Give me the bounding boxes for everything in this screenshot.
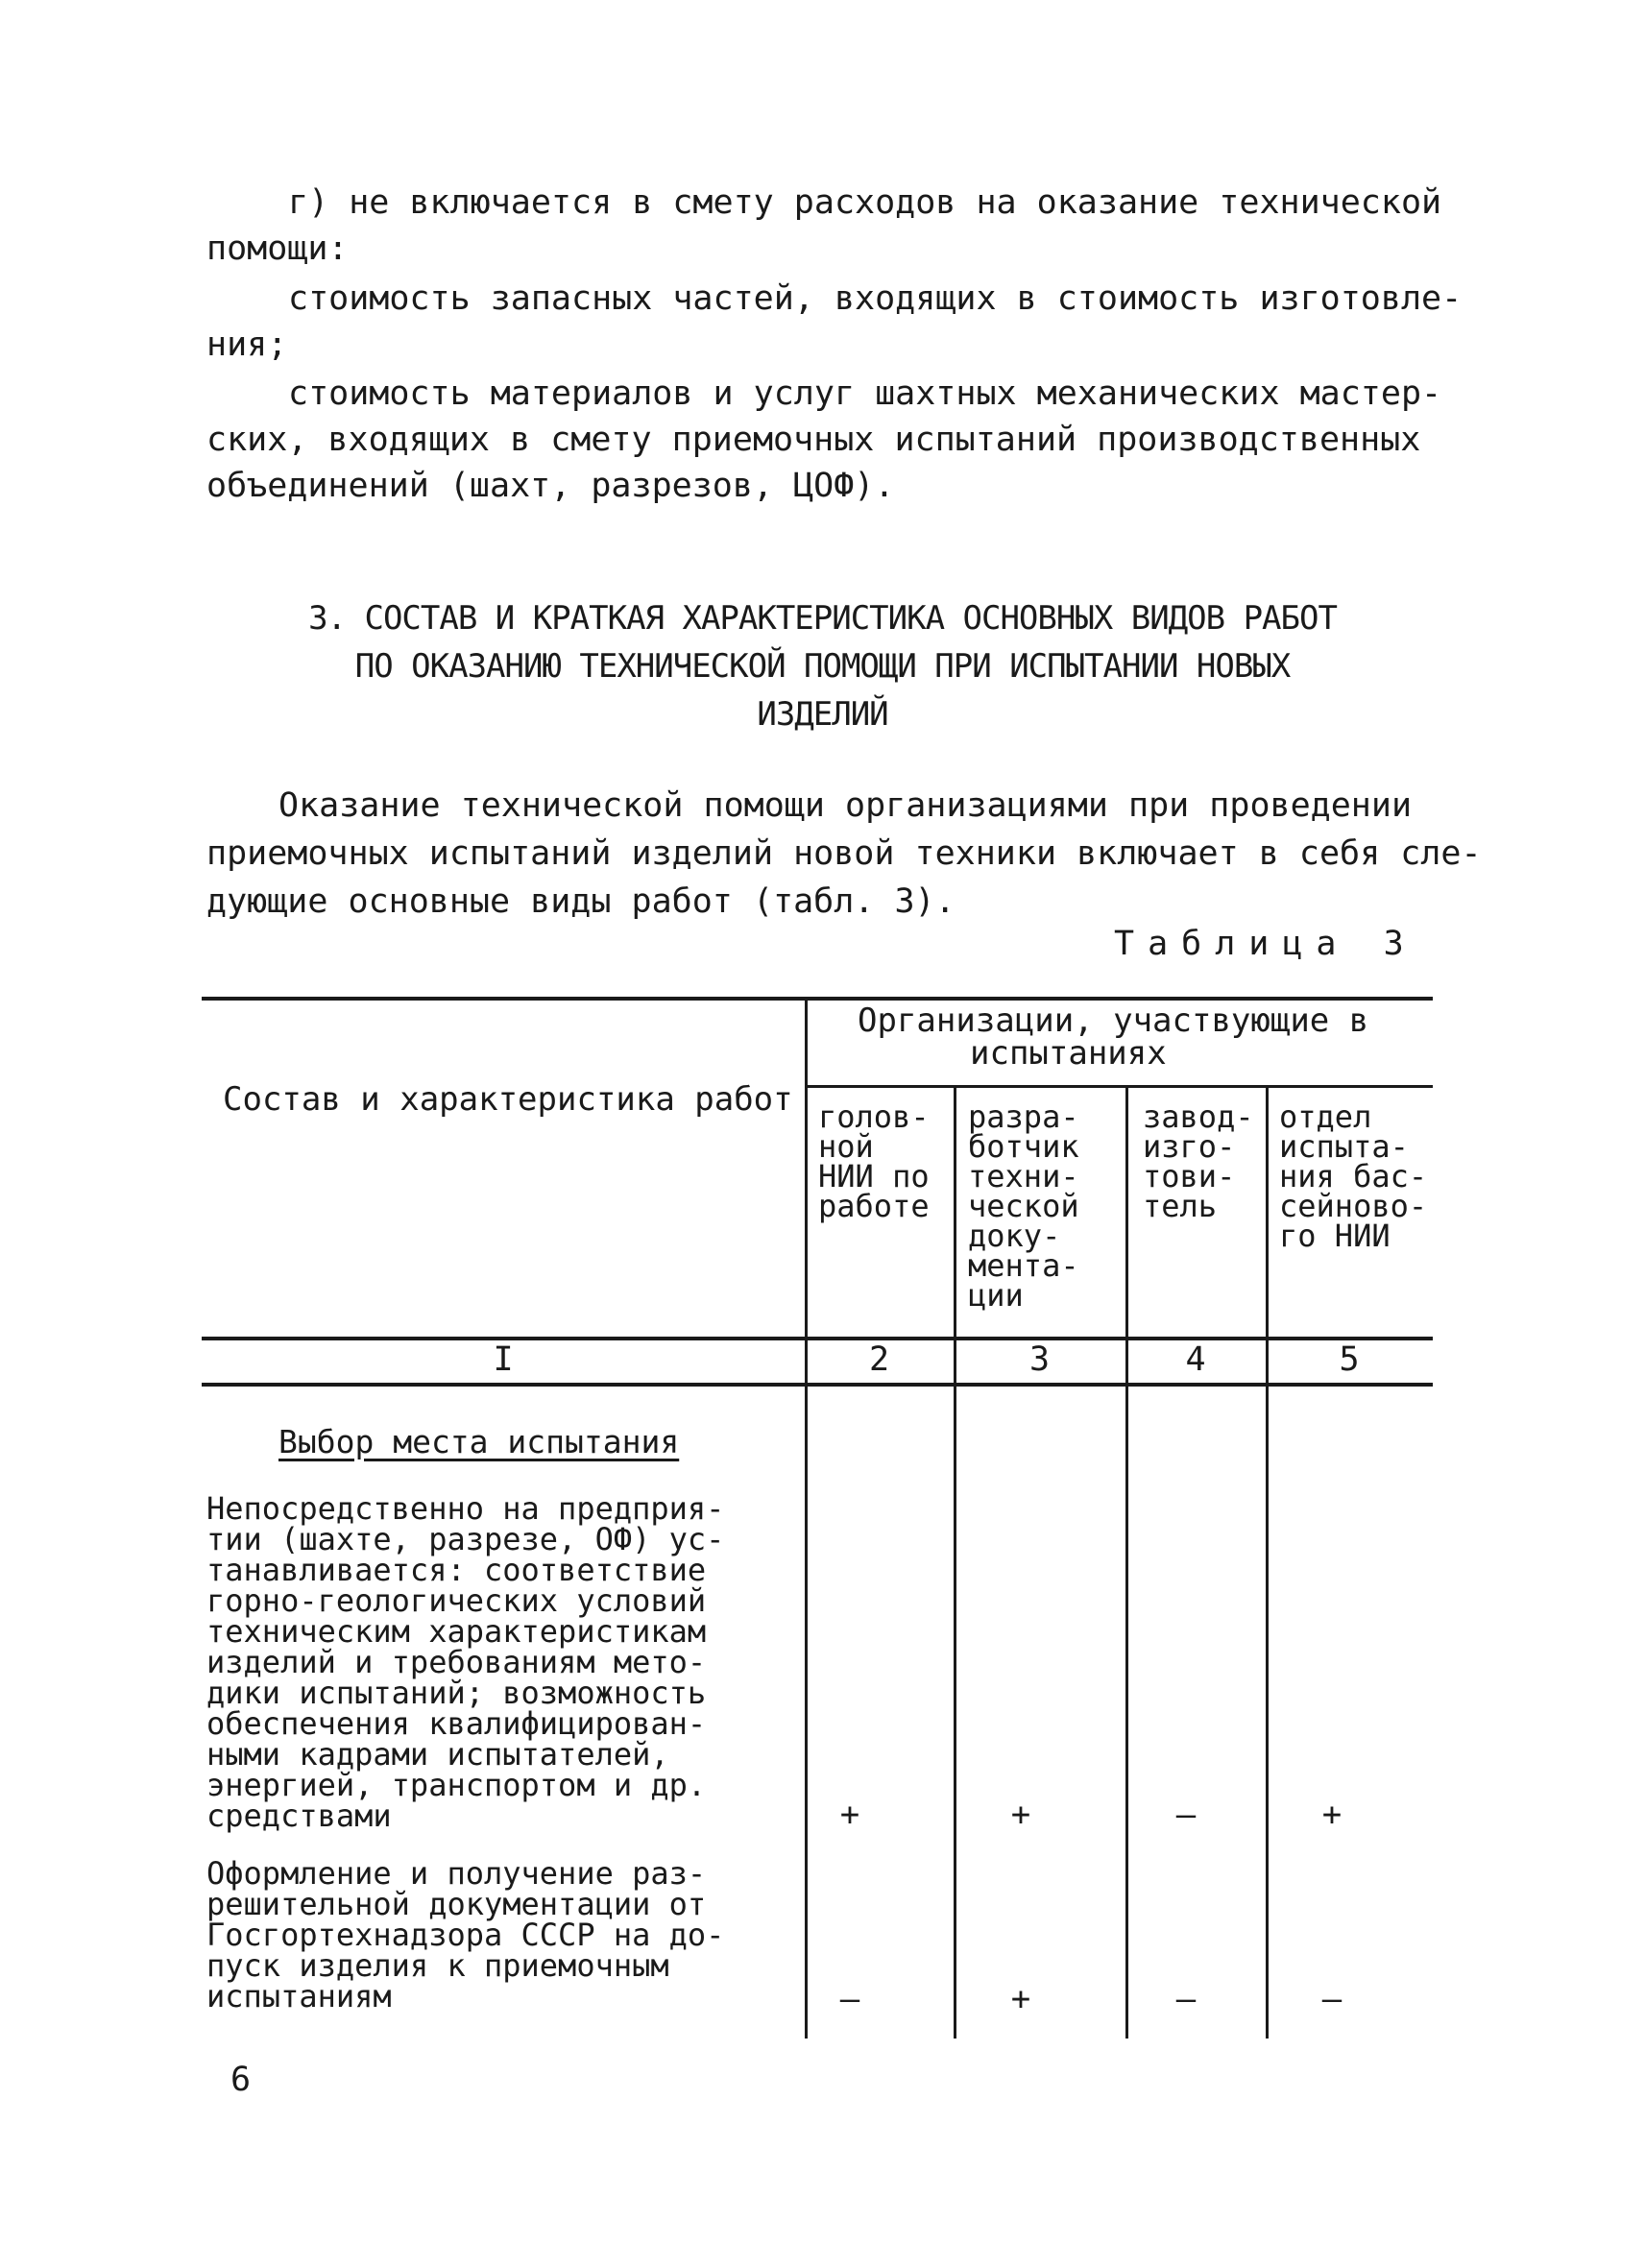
table-numbers-rule xyxy=(202,1383,1433,1387)
section-heading-line-1: 3. СОСТАВ И КРАТКАЯ ХАРАКТЕРИСТИКА ОСНОВНЫХ ВИДОВ РАБОТ xyxy=(308,599,1337,638)
header-col-2: голов- ной НИИ по работе xyxy=(818,1098,930,1224)
header-col-4: завод- изго- тови- тель xyxy=(1143,1098,1254,1224)
table-top-rule xyxy=(202,997,1433,1001)
table-row-1-mark-col2: + xyxy=(839,1796,860,1834)
table-col-divider-1 xyxy=(805,997,808,2039)
column-number-1: I xyxy=(493,1340,514,1379)
page-number: 6 xyxy=(230,2061,252,2099)
table-section-title: Выбор места испытания xyxy=(278,1423,680,1460)
table-row-2-mark-col4: – xyxy=(1175,1980,1197,2018)
intro-line-1: г) не включается в смету расходов на оказание технической xyxy=(288,183,1442,222)
intro-line-4: ния; xyxy=(206,326,288,364)
header-works-column: Состав и характеристика работ xyxy=(223,1080,793,1119)
section-heading-line-3: ИЗДЕЛИЙ xyxy=(757,695,888,734)
header-orgs-group-line-2: испытаниях xyxy=(970,1034,1167,1073)
section-paragraph-line-2: приемочных испытаний изделий новой техники включает в себя сле- xyxy=(206,834,1482,873)
header-col-5: отдел испыта- ния бас- сейново- го НИИ xyxy=(1279,1098,1428,1254)
header-orgs-group-line-1: Организации, участвующие в xyxy=(858,1001,1369,1040)
table-col-divider-3 xyxy=(1125,1085,1128,2039)
table-row-1-text: Непосредственно на предприя- тии (шахте, разрезе, ОФ) ус- танавливается: соответствие горно-геологических условий техническим характеристикам изделий и требованиям мето- дики испытаний; возможность обеспечения квалифицирован- ными кадрами испытателей, энергией, транспортом и др. средствами xyxy=(206,1490,725,1834)
column-number-3: 3 xyxy=(1028,1340,1051,1379)
intro-line-5: стоимость материалов и услуг шахтных механических мастер- xyxy=(288,374,1442,413)
intro-line-6: ских, входящих в смету приемочных испытаний производственных xyxy=(206,421,1421,459)
section-paragraph-line-3: дующие основные виды работ (табл. 3). xyxy=(206,882,956,921)
table-row-2-mark-col2: – xyxy=(839,1980,860,2018)
table-col-divider-2 xyxy=(954,1085,956,2039)
column-number-5: 5 xyxy=(1339,1340,1360,1379)
table-row-1-mark-col3: + xyxy=(1010,1796,1031,1834)
table-row-2-mark-col5: – xyxy=(1321,1980,1343,2018)
intro-line-3: стоимость запасных частей, входящих в стоимость изготовле- xyxy=(288,279,1463,318)
table-row-2-text: Оформление и получение раз- решительной документации от Госгортехнадзора СССР на до- пуск изделия к приемочным испытаниям xyxy=(206,1855,725,2015)
column-number-4: 4 xyxy=(1185,1340,1206,1379)
header-col-3: разра- ботчик техни- ческой доку- мента- ции xyxy=(968,1098,1079,1314)
table-row-1-mark-col5: + xyxy=(1321,1796,1343,1834)
section-heading-line-2: ПО ОКАЗАНИЮ ТЕХНИЧЕСКОЙ ПОМОЩИ ПРИ ИСПЫТАНИИ НОВЫХ xyxy=(354,647,1291,686)
table-col-divider-4 xyxy=(1266,1085,1269,2039)
table-row-2-mark-col3: + xyxy=(1010,1980,1031,2018)
table-caption: Таблица 3 xyxy=(1114,925,1417,963)
intro-line-2: помощи: xyxy=(206,229,349,268)
table-row-1-mark-col4: – xyxy=(1175,1796,1197,1834)
table-group-rule xyxy=(805,1085,1433,1088)
section-paragraph-line-1: Оказание технической помощи организациями при проведении xyxy=(278,786,1413,825)
intro-line-7: объединений (шахт, разрезов, ЦОФ). xyxy=(206,467,895,505)
column-number-2: 2 xyxy=(868,1340,890,1379)
